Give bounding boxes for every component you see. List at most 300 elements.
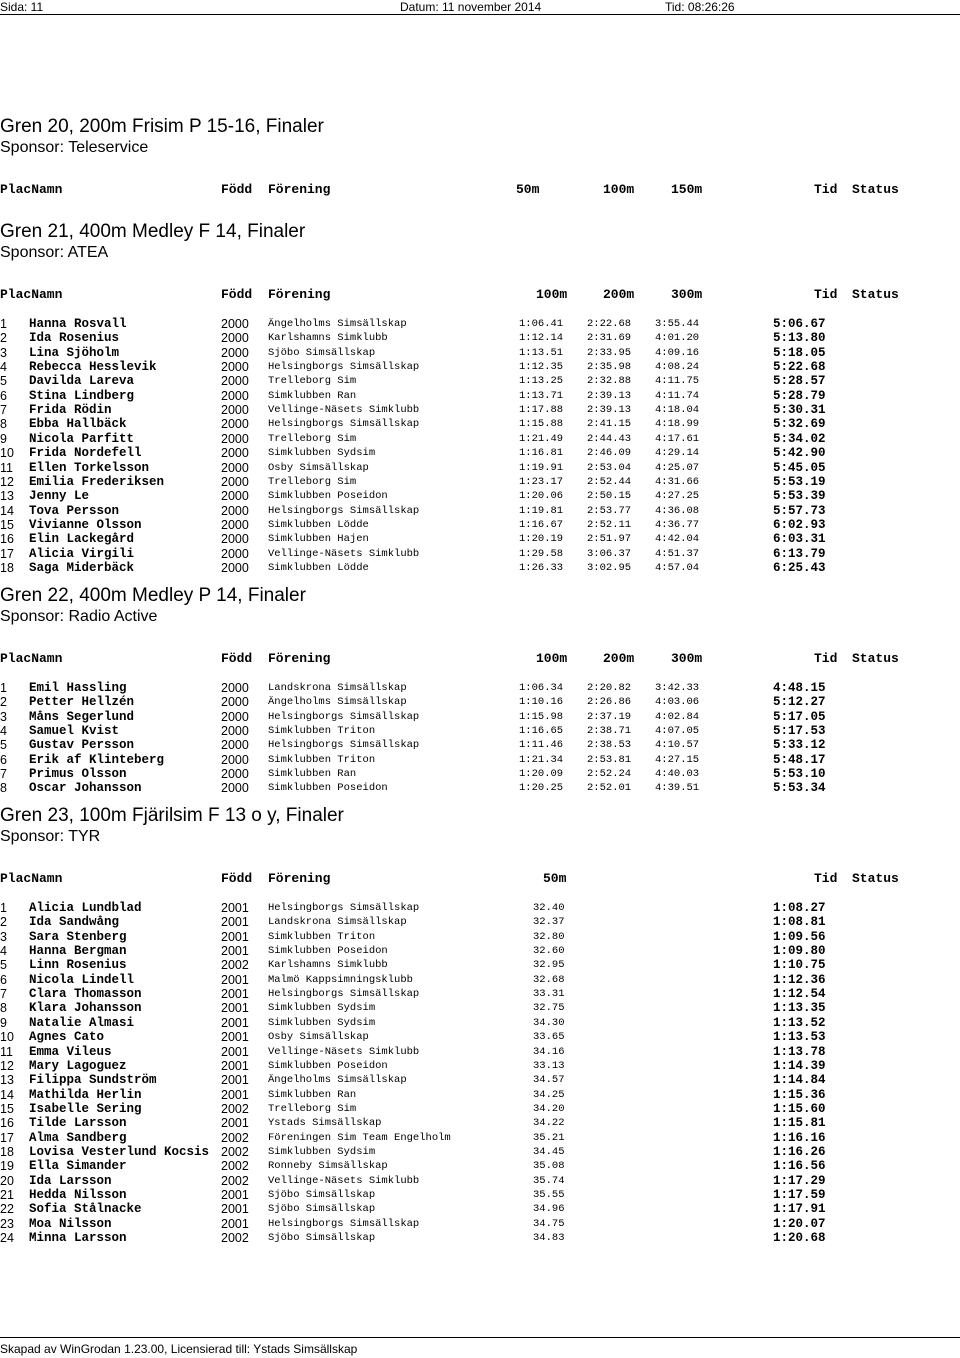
column-header: Född xyxy=(221,182,253,197)
result-row xyxy=(0,389,960,403)
column-header: 300m xyxy=(671,287,703,302)
final-time: 5:57.73 xyxy=(773,503,826,518)
split-3: 4:31.66 xyxy=(655,475,700,488)
column-header: 50m xyxy=(543,871,567,886)
split-50m: 33.13 xyxy=(533,1059,565,1072)
split-2: 2:53.81 xyxy=(587,753,632,766)
swimmer-name: Hedda Nilsson xyxy=(29,1188,127,1202)
placement: 3 xyxy=(0,929,7,944)
split-50m: 32.80 xyxy=(533,930,565,943)
split-1: 1:15.88 xyxy=(519,418,564,431)
placement: 6 xyxy=(0,972,7,987)
swimmer-name: Gustav Persson xyxy=(29,738,135,753)
swimmer-name: Moa Nilsson xyxy=(29,1216,112,1231)
result-row xyxy=(0,532,960,546)
split-2: 2:32.88 xyxy=(587,375,632,388)
split-50m: 35.55 xyxy=(533,1189,565,1201)
placement: 4 xyxy=(0,944,7,959)
split-3: 4:42.04 xyxy=(655,533,700,546)
result-row xyxy=(0,973,960,987)
club-name: Trelleborg Sim xyxy=(268,475,357,488)
split-50m: 32.95 xyxy=(533,959,565,972)
result-row xyxy=(0,1073,960,1087)
placement: 5 xyxy=(0,738,7,753)
swimmer-name: Ida Rosenius xyxy=(29,331,120,346)
swimmer-name: Måns Segerlund xyxy=(29,709,135,724)
result-row xyxy=(0,1145,960,1159)
split-2: 2:52.01 xyxy=(587,782,632,795)
club-name: Helsingborgs Simsällskap xyxy=(268,418,420,431)
birth-year: 2001 xyxy=(221,987,249,1002)
column-header: Född xyxy=(221,287,253,302)
split-3: 4:07.05 xyxy=(655,725,700,738)
result-row xyxy=(0,958,960,972)
column-header: Status xyxy=(852,871,899,886)
birth-year: 2002 xyxy=(221,1231,249,1246)
birth-year: 2000 xyxy=(221,767,249,782)
final-time: 1:15.81 xyxy=(773,1116,826,1131)
placement: 5 xyxy=(0,958,7,973)
placement: 1 xyxy=(0,317,7,331)
swimmer-name: Clara Thomasson xyxy=(29,987,142,1002)
column-header: PlacNamn xyxy=(0,287,63,302)
final-time: 5:48.17 xyxy=(773,752,826,767)
column-header: Status xyxy=(852,651,899,666)
club-name: Helsingborgs Simsällskap xyxy=(268,739,420,752)
split-50m: 34.83 xyxy=(533,1232,565,1245)
placement: 1 xyxy=(0,901,7,915)
swimmer-name: Nicola Parfitt xyxy=(29,431,135,446)
final-time: 1:10.75 xyxy=(773,958,826,973)
swimmer-name: Emma Vileus xyxy=(29,1044,112,1059)
page-number: Sida: 11 xyxy=(0,0,44,14)
final-time: 1:13.35 xyxy=(773,1001,826,1016)
club-name: Simklubben Hajen xyxy=(268,533,369,546)
event-sponsor: Sponsor: TYR xyxy=(0,828,101,845)
final-time: 1:08.27 xyxy=(773,901,826,915)
final-time: 5:13.80 xyxy=(773,331,826,346)
result-row xyxy=(0,901,960,915)
split-50m: 32.40 xyxy=(533,902,565,914)
final-time: 6:13.79 xyxy=(773,546,826,561)
split-3: 4:27.15 xyxy=(655,753,700,766)
column-header: Status xyxy=(852,287,899,302)
result-row xyxy=(0,738,960,752)
club-name: Simklubben Sydsim xyxy=(268,1016,376,1029)
split-2: 2:53.04 xyxy=(587,461,632,474)
split-1: 1:21.34 xyxy=(519,753,564,766)
result-row xyxy=(0,1102,960,1116)
split-3: 4:17.61 xyxy=(655,432,700,445)
column-header: Förening xyxy=(268,182,331,197)
split-50m: 34.75 xyxy=(533,1217,565,1230)
club-name: Simklubben Lödde xyxy=(268,518,369,531)
final-time: 1:12.36 xyxy=(773,972,826,987)
birth-year: 2001 xyxy=(221,1216,249,1231)
event-title: Gren 22, 400m Medley P 14, Finaler xyxy=(0,585,306,606)
result-row xyxy=(0,1116,960,1130)
club-name: Landskrona Simsällskap xyxy=(268,916,407,929)
swimmer-name: Mathilda Herlin xyxy=(29,1087,142,1102)
swimmer-name: Davilda Lareva xyxy=(29,374,135,389)
column-header: 100m xyxy=(536,651,568,666)
swimmer-name: Linn Rosenius xyxy=(29,958,127,973)
result-row xyxy=(0,317,960,331)
swimmer-name: Hanna Bergman xyxy=(29,944,127,959)
result-row xyxy=(0,417,960,431)
club-name: Simklubben Ran xyxy=(268,389,357,402)
final-time: 5:28.57 xyxy=(773,374,826,389)
birth-year: 2000 xyxy=(221,474,249,489)
column-header: Status xyxy=(852,182,899,197)
split-1: 1:21.49 xyxy=(519,432,564,445)
column-header-row xyxy=(0,287,960,303)
birth-year: 2000 xyxy=(221,388,249,403)
placement: 6 xyxy=(0,752,7,767)
split-50m: 32.68 xyxy=(533,973,565,986)
final-time: 1:12.54 xyxy=(773,987,826,1002)
swimmer-name: Ella Simander xyxy=(29,1159,127,1174)
birth-year: 2001 xyxy=(221,1073,249,1088)
placement: 11 xyxy=(0,1044,13,1059)
final-time: 6:02.93 xyxy=(773,517,826,532)
birth-year: 2001 xyxy=(221,1087,249,1102)
birth-year: 2001 xyxy=(221,915,249,930)
birth-year: 2000 xyxy=(221,317,249,331)
column-header: Förening xyxy=(268,651,331,666)
split-2: 2:51.97 xyxy=(587,533,632,546)
event-section xyxy=(0,585,960,796)
final-time: 5:42.90 xyxy=(773,446,826,461)
result-row xyxy=(0,547,960,561)
final-time: 1:15.60 xyxy=(773,1101,826,1116)
club-name: Simklubben Triton xyxy=(268,930,376,943)
split-3: 4:18.04 xyxy=(655,404,700,417)
birth-year: 2000 xyxy=(221,446,249,461)
club-name: Vellinge-Näsets Simklubb xyxy=(268,404,420,417)
event-sponsor: Sponsor: Teleservice xyxy=(0,139,149,156)
split-50m: 34.45 xyxy=(533,1145,565,1158)
swimmer-name: Ida Sandwång xyxy=(29,915,120,930)
placement: 8 xyxy=(0,781,7,796)
result-row xyxy=(0,475,960,489)
split-3: 4:01.20 xyxy=(655,332,700,345)
result-row xyxy=(0,1174,960,1188)
column-header: Tid xyxy=(814,182,838,197)
placement: 7 xyxy=(0,987,7,1002)
club-name: Malmö Kappsimningsklubb xyxy=(268,973,413,986)
column-header: Tid xyxy=(814,871,838,886)
club-name: Trelleborg Sim xyxy=(268,1102,357,1115)
birth-year: 2001 xyxy=(221,1030,249,1045)
birth-year: 2001 xyxy=(221,929,249,944)
birth-year: 2000 xyxy=(221,374,249,389)
split-3: 4:57.04 xyxy=(655,561,700,574)
swimmer-name: Elin Lackegård xyxy=(29,532,135,547)
birth-year: 2000 xyxy=(221,709,249,724)
swimmer-name: Primus Olsson xyxy=(29,767,127,782)
split-1: 1:20.06 xyxy=(519,490,564,503)
birth-year: 2001 xyxy=(221,1188,249,1202)
event-section xyxy=(0,805,960,1246)
club-name: Simklubben Poseidon xyxy=(268,782,388,795)
club-name: Föreningen Sim Team Engelholm xyxy=(268,1131,451,1144)
split-2: 2:50.15 xyxy=(587,490,632,503)
split-50m: 35.74 xyxy=(533,1174,565,1187)
placement: 14 xyxy=(0,1087,14,1102)
club-name: Osby Simsällskap xyxy=(268,1031,369,1044)
split-3: 3:42.33 xyxy=(655,682,700,694)
split-1: 1:11.46 xyxy=(519,739,564,752)
split-50m: 34.22 xyxy=(533,1117,565,1130)
final-time: 1:20.07 xyxy=(773,1216,826,1231)
birth-year: 2000 xyxy=(221,532,249,547)
placement: 23 xyxy=(0,1216,14,1231)
split-50m: 35.21 xyxy=(533,1131,565,1144)
result-row xyxy=(0,360,960,374)
final-time: 1:20.68 xyxy=(773,1231,826,1246)
placement: 10 xyxy=(0,1030,14,1045)
split-2: 2:35.98 xyxy=(587,361,632,374)
column-header-row xyxy=(0,871,960,887)
final-time: 5:22.68 xyxy=(773,360,826,375)
placement: 8 xyxy=(0,417,7,432)
column-header: 150m xyxy=(671,182,703,197)
final-time: 1:09.80 xyxy=(773,944,826,959)
result-row xyxy=(0,1188,960,1202)
split-1: 1:13.51 xyxy=(519,346,564,359)
club-name: Simklubben Sydsim xyxy=(268,1002,376,1015)
column-header: Förening xyxy=(268,871,331,886)
final-time: 1:17.59 xyxy=(773,1188,826,1202)
birth-year: 2000 xyxy=(221,695,249,710)
result-row xyxy=(0,1159,960,1173)
event-sponsor: Sponsor: ATEA xyxy=(0,244,109,261)
split-3: 4:27.25 xyxy=(655,490,700,503)
result-row xyxy=(0,1001,960,1015)
column-header: 100m xyxy=(536,287,568,302)
birth-year: 2000 xyxy=(221,403,249,418)
swimmer-name: Ebba Hallbäck xyxy=(29,417,127,432)
club-name: Simklubben Poseidon xyxy=(268,945,388,958)
final-time: 5:45.05 xyxy=(773,460,826,475)
swimmer-name: Alicia Virgili xyxy=(29,546,135,561)
split-50m: 34.16 xyxy=(533,1045,565,1058)
swimmer-name: Sara Stenberg xyxy=(29,929,127,944)
split-1: 1:19.91 xyxy=(519,461,564,474)
placement: 2 xyxy=(0,695,7,710)
final-time: 1:16.56 xyxy=(773,1159,826,1174)
split-1: 1:12.35 xyxy=(519,361,564,374)
event-section xyxy=(0,116,960,197)
swimmer-name: Saga Miderbäck xyxy=(29,560,135,575)
split-2: 3:02.95 xyxy=(587,561,632,574)
swimmer-name: Alma Sandberg xyxy=(29,1130,127,1145)
swimmer-name: Klara Johansson xyxy=(29,1001,142,1016)
result-row xyxy=(0,461,960,475)
result-row xyxy=(0,930,960,944)
split-1: 1:15.98 xyxy=(519,710,564,723)
placement: 1 xyxy=(0,681,7,695)
column-header: PlacNamn xyxy=(0,182,63,197)
birth-year: 2000 xyxy=(221,752,249,767)
placement: 15 xyxy=(0,1101,14,1116)
club-name: Trelleborg Sim xyxy=(268,432,357,445)
split-3: 4:09.16 xyxy=(655,346,700,359)
birth-year: 2000 xyxy=(221,331,249,346)
split-2: 2:33.95 xyxy=(587,346,632,359)
swimmer-name: Ellen Torkelsson xyxy=(29,460,150,475)
birth-year: 2001 xyxy=(221,1058,249,1073)
split-3: 4:11.75 xyxy=(655,375,700,388)
split-3: 4:08.24 xyxy=(655,361,700,374)
split-1: 1:16.81 xyxy=(519,447,564,460)
final-time: 1:13.52 xyxy=(773,1015,826,1030)
final-time: 1:13.53 xyxy=(773,1030,826,1045)
column-header: 300m xyxy=(671,651,703,666)
split-2: 2:52.44 xyxy=(587,475,632,488)
swimmer-name: Lovisa Vesterlund Kocsis xyxy=(29,1144,210,1159)
club-name: Simklubben Poseidon xyxy=(268,1059,388,1072)
column-header: 50m xyxy=(516,182,540,197)
swimmer-name: Vivianne Olsson xyxy=(29,517,142,532)
birth-year: 2000 xyxy=(221,738,249,753)
split-2: 2:52.24 xyxy=(587,768,632,781)
club-name: Sjöbo Simsällskap xyxy=(268,1232,376,1245)
split-50m: 34.30 xyxy=(533,1016,565,1029)
club-name: Ystads Simsällskap xyxy=(268,1117,382,1130)
result-row xyxy=(0,446,960,460)
split-1: 1:13.71 xyxy=(519,389,564,402)
placement: 12 xyxy=(0,1058,14,1073)
split-2: 2:44.43 xyxy=(587,432,632,445)
placement: 3 xyxy=(0,345,7,360)
split-50m: 34.20 xyxy=(533,1102,565,1115)
final-time: 1:09.56 xyxy=(773,929,826,944)
split-50m: 33.65 xyxy=(533,1031,565,1044)
club-name: Ängelholms Simsällskap xyxy=(268,318,407,330)
split-50m: 34.25 xyxy=(533,1088,565,1101)
swimmer-name: Mary Lagoguez xyxy=(29,1058,127,1073)
placement: 2 xyxy=(0,331,7,346)
birth-year: 2001 xyxy=(221,901,249,915)
split-50m: 35.08 xyxy=(533,1160,565,1173)
split-1: 1:10.16 xyxy=(519,696,564,709)
column-header: 200m xyxy=(603,287,635,302)
placement: 4 xyxy=(0,724,7,739)
birth-year: 2000 xyxy=(221,681,249,695)
column-header-row xyxy=(0,182,960,198)
placement: 13 xyxy=(0,1073,14,1088)
split-1: 1:16.65 xyxy=(519,725,564,738)
split-1: 1:29.58 xyxy=(519,547,564,560)
final-time: 5:30.31 xyxy=(773,403,826,418)
event-title: Gren 21, 400m Medley F 14, Finaler xyxy=(0,221,306,242)
club-name: Helsingborgs Simsällskap xyxy=(268,361,420,374)
column-header: Född xyxy=(221,651,253,666)
split-2: 2:41.15 xyxy=(587,418,632,431)
result-row xyxy=(0,944,960,958)
final-time: 5:33.12 xyxy=(773,738,826,753)
club-name: Trelleborg Sim xyxy=(268,375,357,388)
birth-year: 2000 xyxy=(221,431,249,446)
placement: 7 xyxy=(0,403,7,418)
event-title: Gren 20, 200m Frisim P 15-16, Finaler xyxy=(0,116,324,137)
split-1: 1:20.09 xyxy=(519,768,564,781)
swimmer-name: Frida Rödin xyxy=(29,403,112,418)
club-name: Helsingborgs Simsällskap xyxy=(268,988,420,1001)
final-time: 5:18.05 xyxy=(773,345,826,360)
club-name: Helsingborgs Simsällskap xyxy=(268,902,420,914)
swimmer-name: Tilde Larsson xyxy=(29,1116,127,1131)
final-time: 6:25.43 xyxy=(773,560,826,575)
result-row xyxy=(0,710,960,724)
final-time: 5:34.02 xyxy=(773,431,826,446)
club-name: Karlshamns Simklubb xyxy=(268,959,388,972)
birth-year: 2000 xyxy=(221,345,249,360)
placement: 19 xyxy=(0,1159,14,1174)
birth-year: 2001 xyxy=(221,944,249,959)
birth-year: 2002 xyxy=(221,1144,249,1159)
placement: 22 xyxy=(0,1202,14,1217)
birth-year: 2001 xyxy=(221,972,249,987)
split-3: 4:39.51 xyxy=(655,782,700,795)
split-1: 1:13.25 xyxy=(519,375,564,388)
event-sponsor: Sponsor: Radio Active xyxy=(0,608,158,625)
final-time: 1:13.78 xyxy=(773,1044,826,1059)
split-2: 2:26.86 xyxy=(587,696,632,709)
club-name: Karlshamns Simklubb xyxy=(268,332,388,345)
split-50m: 33.31 xyxy=(533,988,565,1001)
birth-year: 2000 xyxy=(221,724,249,739)
split-3: 4:18.99 xyxy=(655,418,700,431)
birth-year: 2002 xyxy=(221,1173,249,1188)
placement: 16 xyxy=(0,532,14,547)
result-row xyxy=(0,1016,960,1030)
placement: 9 xyxy=(0,1015,7,1030)
placement: 14 xyxy=(0,503,14,518)
club-name: Simklubben Poseidon xyxy=(268,490,388,503)
result-row xyxy=(0,1045,960,1059)
swimmer-name: Jenny Le xyxy=(29,489,90,504)
final-time: 6:03.31 xyxy=(773,532,826,547)
split-3: 4:40.03 xyxy=(655,768,700,781)
print-time: Tid: 08:26:26 xyxy=(665,0,735,14)
placement: 6 xyxy=(0,388,7,403)
club-name: Ängelholms Simsällskap xyxy=(268,1074,407,1087)
print-date: Datum: 11 november 2014 xyxy=(400,0,542,14)
split-3: 4:03.06 xyxy=(655,696,700,709)
birth-year: 2000 xyxy=(221,489,249,504)
birth-year: 2001 xyxy=(221,1202,249,1217)
placement: 4 xyxy=(0,360,7,375)
split-2: 2:38.71 xyxy=(587,725,632,738)
birth-year: 2001 xyxy=(221,1001,249,1016)
result-row xyxy=(0,695,960,709)
result-row xyxy=(0,504,960,518)
column-header: Tid xyxy=(814,287,838,302)
result-row xyxy=(0,561,960,575)
final-time: 5:06.67 xyxy=(773,317,826,331)
split-1: 1:16.67 xyxy=(519,518,564,531)
placement: 2 xyxy=(0,915,7,930)
placement: 12 xyxy=(0,474,14,489)
split-1: 1:06.41 xyxy=(519,318,564,330)
club-name: Helsingborgs Simsällskap xyxy=(268,710,420,723)
column-header: PlacNamn xyxy=(0,651,63,666)
split-1: 1:20.19 xyxy=(519,533,564,546)
result-row xyxy=(0,1217,960,1231)
